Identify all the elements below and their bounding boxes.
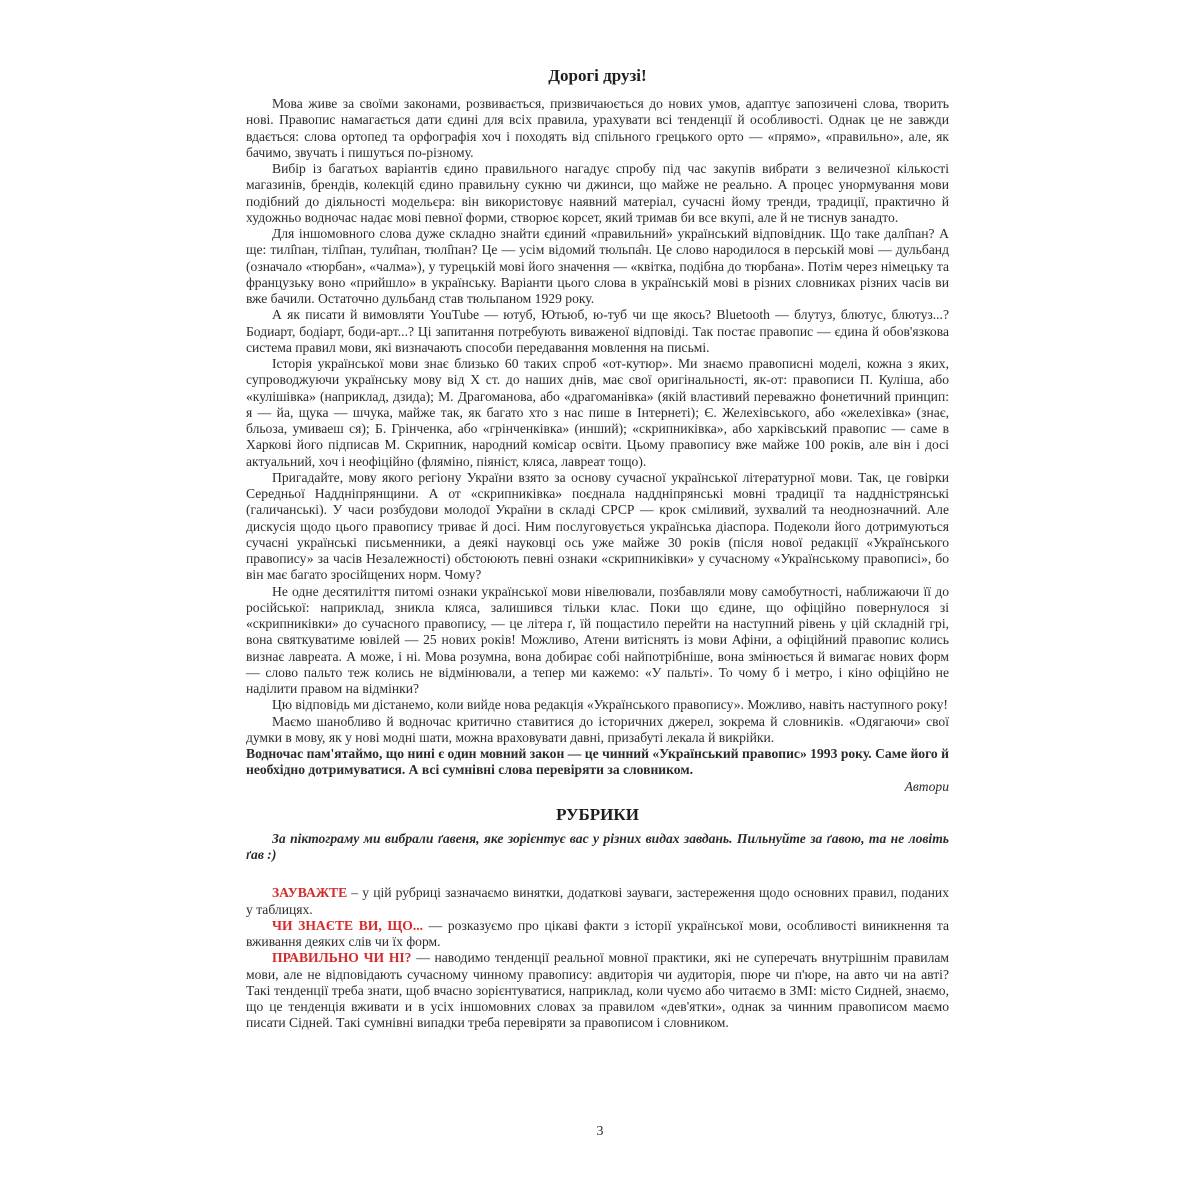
rubric-text: – у цій рубриці зазначаємо винятки, додаткові зауваги, застереження щодо основних правил, поданих у таблицях. <box>246 885 949 917</box>
rubric-label: ЧИ ЗНАЄТЕ ВИ, ЩО... <box>272 917 424 933</box>
rubric-item <box>246 885 949 918</box>
paragraph-2: Вибір із багатьох варіантів єдино правильного нагадує спробу під час закупів вибрати з величезної кількості магазинів, брендів, колекцій єдино правильну сукню чи джинси, що майже не реально. А процес унормування мови подібний до діяльності модельєра: він використовує наявний матеріал, сучасні йому тренди, традиції, практично й художньо водночас надає мові певної форми, створює корсет, який тримав би все вкупі, але й не тиснув занадто. <box>246 161 949 225</box>
paragraph-3: Для іншомовного слова дуже складно знайти єдиний «правильний» український відповідник. Що таке далі̑пан? А ще: тилі̑пан, тілі̑пан, тули̑пан, тюлі̑пан? Це — усім відомий тюльпа̑н. Це слово народилося в перській мові — дульбанд (означало «тюрбан», «чалма»), у турецькій мові його значення — «квітка, подібна до тюрбана». Потім через німецьку та французьку воно «прийшло» в українську. Варіанти цього слова в українській мові в різних словниках різних часів ви вже бачили. Остаточно дульбанд став тюльпаном 1929 року. <box>246 226 949 306</box>
page-title: Дорогі друзі! <box>548 66 647 85</box>
paragraph-1: Мова живе за своїми законами, розвивається, призвичаюється до нових умов, адаптує запозичені слова, творить нові. Правопис намагається дати єдині для всіх правила, урахувати всі тенденції й особливості. Однак це не завжди вдається: слова ортопед та орфографія хоч і походять від спільного грецького орто — «прямо», «правильно», але, як бачимо, звучать і пишуться по-різному. <box>246 96 949 160</box>
page-content <box>246 60 949 1032</box>
rubric-label: ПРАВИЛЬНО ЧИ НІ? <box>272 950 412 966</box>
paragraph-8: Цю відповідь ми дістанемо, коли вийде нова редакція «Українського правопису». Можливо, навіть наступного року! <box>272 697 948 713</box>
rubrics-title: РУБРИКИ <box>556 804 639 824</box>
rubric-label: ЗАУВАЖТЕ <box>272 885 348 901</box>
paragraph-6: Пригадайте, мову якого регіону України взято за основу сучасної української літературної мови. Так, це говірки Середньої Наддніпрянщини. А от «скрипниківка» поєднала наддніпрянські мовні традиції та наддністрянські (галичанські). У часи розбудови молодої України в складі СРСР — крок сміливий, зухвалий та неоднозначний. Але дискусія щодо цього правопису триває й досі. Ним послуговується українська діаспора. Подеколи його дотримуються сучасні українські письменники, а деякі науковці ось уже майже 30 років (після нової редакції «Українського правопису» за часів Незалежності) обстоюють певні ознаки «скрипниківки» у сучасному «Українському правописі», бо він має багато зросійщених норм. Чому? <box>246 469 949 583</box>
paragraph-4: А як писати й вимовляти YouTube — ютуб, Ютьюб, ю-туб чи ще якось? Bluetooth — блутуз, блютус, блютуз...? Бодиарт, бодіарт, боди-арт...? Ці запитання потребують виваженої відповіді. Так постає правопис — єдина й обов'язкова система правил мови, які визначають способи передавання мовлення на письмі. <box>246 307 949 355</box>
paragraph-9: Маємо шанобливо й водночас критично ставитися до історичних джерел, зокрема й словників. «Одягаючи» свої думки в мову, як у нові модні шати, можна враховувати давні, призабуті лекала й викрійки. <box>246 713 949 745</box>
page-number: 3 <box>596 1124 604 1139</box>
closing-statement: Водночас пам'ятаймо, що нині є один мовний закон — це чинний «Український правопис» 1993 року. Саме його й необхідно дотримуватися. А всі сумнівні слова перевіряти за словником. <box>246 746 949 778</box>
paragraph-5: Історія української мови знає близько 60 таких спроб «от-кутюр». Ми знаємо правописні моделі, кожна з яких, супроводжуючи українську мову від X ст. до наших днів, має свої оригінальності, як-от: правописи П. Куліша, або «кулішівка» (наприклад, дзида); М. Драгоманова, або «драгоманівка» (якій властивий переважно фонетичний принцип: я — йа, щука — шчука, майже так, як багато хто з нас пише в Інтернеті); Є. Желехівського, або «желехівка» (знає, бльоза, умиваеш ся); Б. Грінченка, або «грінченківка» (инший); «скрипниківка», або харківський правопис — саме в Харкові його підписав М. Скрипник, народний комісар освіти. Цьому правопису вже майже 100 років, але він і досі актуальний, хоч і неофіційно (фляміно, піяніст, кляса, лавреат тощо). <box>246 356 949 469</box>
rubric-text: — наводимо тенденції реальної мовної практики, які не суперечать внутрішнім правилам мови, але не відповідають сучасному чинному правопису: авдиторія чи аудиторія, пюре чи п'юре, на авто чи на авті? Такі тенденції треба знати, щоб вчасно зорієнтуватися, наприклад, коли чуємо або читаємо в ЗМІ: місто Сидней, знаємо, що це тенденція вживати и в усіх іншомовних словах за правилом «дев'ятки», однак за чинним правописом маємо писати Сідней. Такі сумнівні випадки треба перевіряти за правописом і словником. <box>246 950 949 1031</box>
paragraph-7: Не одне десятиліття питомі ознаки української мови нівелювали, позбавляли мову самобутності, наближаючи її до російської: наприклад, зникла кляса, залишився тільки клас. Поки що єдине, що офіційно повернулося зі «скрипниківки» до сучасного правопису, — це літера ґ, їй пощастило перейти на наступний рівень у цій складній грі, вона святкуватиме ювілей — 25 нових років! Можливо, Атени витіснять із мови Афіни, а офіційний правопис колись визнає лавреата. А може, і ні. Мова розумна, вона добирає собі найпотрібніше, вона змінюється й вимагає нових форм — слово пальто теж колись не відмінювали, а тепер ми кажемо: «У пальті». То чому б і метро, і кіно офіційно не наділити правом на відмінки? <box>246 583 949 696</box>
signature: Автори <box>904 778 949 794</box>
rubric-item <box>246 918 949 951</box>
rubrics-intro: За піктограму ми вибрали ґавеня, яке зорієнтує вас у різних видах завдань. Пильнуйте за ґавою, та не ловіть ґав :) <box>246 830 949 862</box>
rubric-text: — розказуємо про цікаві факти з історії української мови, особливості виникнення та вживання деяких слів чи їх форм. <box>246 917 949 949</box>
rubric-item <box>246 950 949 1031</box>
